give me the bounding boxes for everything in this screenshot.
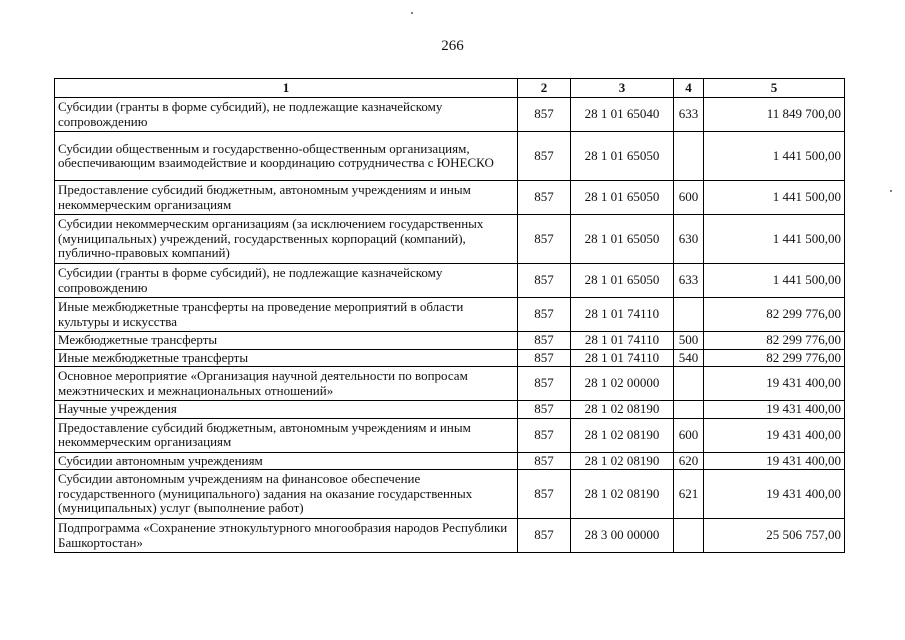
row-type: 600 (674, 181, 704, 215)
row-code: 28 1 02 08190 (571, 418, 674, 452)
row-department: 857 (518, 332, 571, 350)
row-name: Научные учреждения (55, 401, 518, 419)
row-amount: 82 299 776,00 (704, 349, 845, 367)
row-amount: 11 849 700,00 (704, 98, 845, 132)
row-department: 857 (518, 367, 571, 401)
row-type (674, 298, 704, 332)
row-department: 857 (518, 519, 571, 553)
row-code: 28 1 02 00000 (571, 367, 674, 401)
row-amount: 19 431 400,00 (704, 401, 845, 419)
row-amount: 82 299 776,00 (704, 332, 845, 350)
scan-speck (890, 190, 892, 192)
column-header-department: 2 (518, 79, 571, 98)
table-row (55, 470, 845, 519)
column-header-code: 3 (571, 79, 674, 98)
table-row (55, 332, 845, 350)
table-row (55, 264, 845, 298)
row-name: Иные межбюджетные трансферты на проведение мероприятий в области культуры и искусства (55, 298, 518, 332)
row-department: 857 (518, 470, 571, 519)
budget-table (54, 78, 845, 553)
row-type: 630 (674, 215, 704, 264)
table-row (55, 401, 845, 419)
row-code: 28 1 01 65050 (571, 181, 674, 215)
row-amount: 1 441 500,00 (704, 132, 845, 181)
row-amount: 25 506 757,00 (704, 519, 845, 553)
row-department: 857 (518, 98, 571, 132)
row-department: 857 (518, 215, 571, 264)
row-code: 28 1 01 74110 (571, 332, 674, 350)
page-number: 266 (441, 38, 464, 54)
row-department: 857 (518, 418, 571, 452)
row-amount: 1 441 500,00 (704, 215, 845, 264)
row-department: 857 (518, 401, 571, 419)
row-code: 28 1 02 08190 (571, 401, 674, 419)
row-type (674, 401, 704, 419)
row-type (674, 132, 704, 181)
row-name: Субсидии общественным и государственно-общественным организациям, обеспечивающим взаимодействие и координацию сотрудничества с ЮНЕСКО (55, 132, 518, 181)
row-name: Подпрограмма «Сохранение этнокультурного многообразия народов Республики Башкортостан» (55, 519, 518, 553)
row-name: Межбюджетные трансферты (55, 332, 518, 350)
row-code: 28 1 01 74110 (571, 298, 674, 332)
row-code: 28 1 01 65050 (571, 264, 674, 298)
column-header-name: 1 (55, 79, 518, 98)
row-name: Иные межбюджетные трансферты (55, 349, 518, 367)
row-code: 28 1 01 74110 (571, 349, 674, 367)
table-header-row (55, 79, 845, 98)
column-header-type: 4 (674, 79, 704, 98)
row-name: Субсидии (гранты в форме субсидий), не подлежащие казначейскому сопровождению (55, 264, 518, 298)
row-name: Основное мероприятие «Организация научной деятельности по вопросам межэтнических и межнациональных отношений» (55, 367, 518, 401)
table-row (55, 367, 845, 401)
row-code: 28 1 01 65050 (571, 132, 674, 181)
row-amount: 82 299 776,00 (704, 298, 845, 332)
row-code: 28 3 00 00000 (571, 519, 674, 553)
row-department: 857 (518, 349, 571, 367)
row-name: Субсидии автономным учреждениям на финансовое обеспечение государственного (муниципального) задания на оказание государственных (муниципальных) услуг (выполнение работ) (55, 470, 518, 519)
row-type: 600 (674, 418, 704, 452)
row-code: 28 1 02 08190 (571, 470, 674, 519)
table-row (55, 519, 845, 553)
row-amount: 19 431 400,00 (704, 418, 845, 452)
table-row (55, 181, 845, 215)
row-department: 857 (518, 298, 571, 332)
row-amount: 19 431 400,00 (704, 367, 845, 401)
table-row (55, 298, 845, 332)
row-amount: 1 441 500,00 (704, 181, 845, 215)
row-type: 500 (674, 332, 704, 350)
row-amount: 19 431 400,00 (704, 452, 845, 470)
row-type: 633 (674, 264, 704, 298)
row-department: 857 (518, 452, 571, 470)
row-type: 540 (674, 349, 704, 367)
table-row (55, 132, 845, 181)
table-row (55, 349, 845, 367)
table-row (55, 98, 845, 132)
table-row (55, 418, 845, 452)
row-name: Предоставление субсидий бюджетным, автономным учреждениям и иным некоммерческим организациям (55, 181, 518, 215)
row-amount: 19 431 400,00 (704, 470, 845, 519)
row-name: Субсидии автономным учреждениям (55, 452, 518, 470)
table-row (55, 452, 845, 470)
row-name: Предоставление субсидий бюджетным, автономным учреждениям и иным некоммерческим организациям (55, 418, 518, 452)
row-name: Субсидии некоммерческим организациям (за исключением государственных (муниципальных) учреждений, государственных корпораций (компаний), публично-правовых компаний) (55, 215, 518, 264)
row-code: 28 1 01 65050 (571, 215, 674, 264)
row-type (674, 519, 704, 553)
row-department: 857 (518, 264, 571, 298)
column-header-amount: 5 (704, 79, 845, 98)
row-department: 857 (518, 181, 571, 215)
row-type: 633 (674, 98, 704, 132)
row-type: 620 (674, 452, 704, 470)
scan-speck (411, 12, 413, 14)
row-amount: 1 441 500,00 (704, 264, 845, 298)
row-code: 28 1 01 65040 (571, 98, 674, 132)
row-code: 28 1 02 08190 (571, 452, 674, 470)
table-row (55, 215, 845, 264)
row-name: Субсидии (гранты в форме субсидий), не подлежащие казначейскому сопровождению (55, 98, 518, 132)
row-type (674, 367, 704, 401)
row-department: 857 (518, 132, 571, 181)
row-type: 621 (674, 470, 704, 519)
